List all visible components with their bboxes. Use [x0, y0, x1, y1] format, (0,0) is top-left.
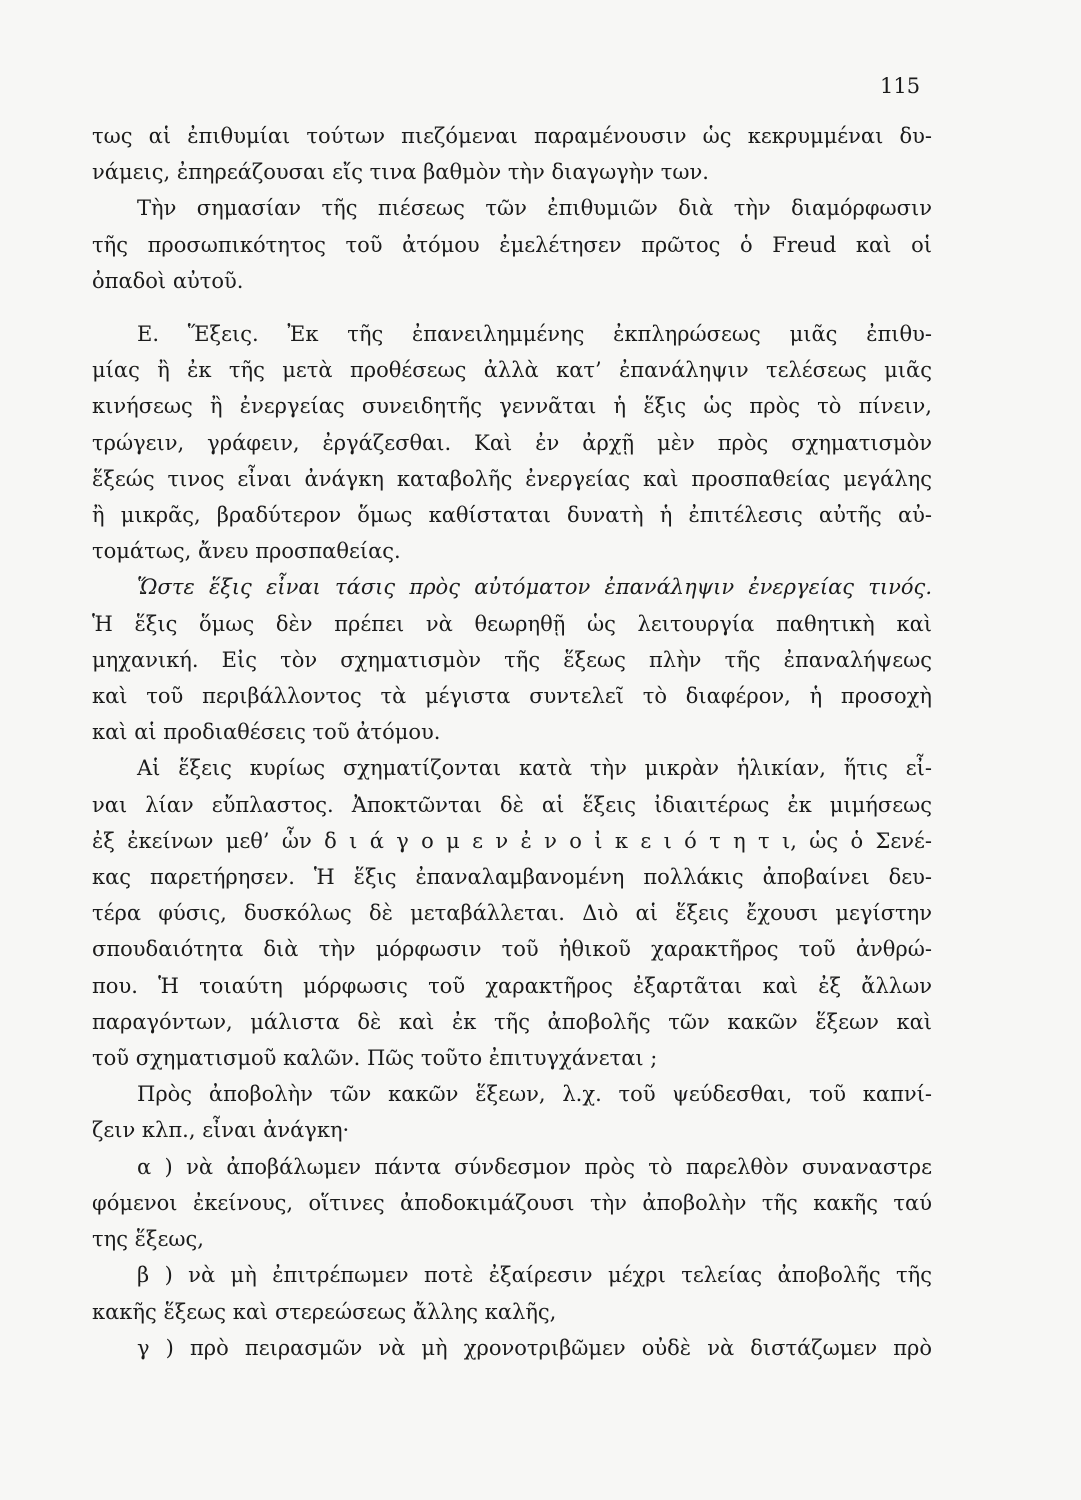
definition-line: Ὥστε ἕξις εἶναι τάσις πρὸς αὐτόματον ἐπανάληψιν ἐνεργείας τινός.: [137, 575, 932, 600]
text-line: κακῆς ἕξεως καὶ στερεώσεως ἄλλης καλῆς,: [92, 1299, 557, 1324]
text-line: τομάτως, ἄνευ προσπαθείας.: [92, 539, 401, 564]
text-line: Πρὸς ἀποβολὴν τῶν κακῶν ἕξεων, λ.χ. τοῦ ψεύδεσθαι, τοῦ καπνί-: [137, 1082, 932, 1107]
text-line: της ἕξεως,: [92, 1227, 204, 1252]
text-line: Ἡ ἕξις ὅμως δὲν πρέπει νὰ θεωρηθῇ ὡς λειτουργία παθητικὴ καὶ: [92, 611, 932, 636]
text-line: καὶ τοῦ περιβάλλοντος τὰ μέγιστα συντελεῖ τὸ διαφέρον, ἡ προσοχὴ: [92, 684, 932, 709]
text-line: που. Ἡ τοιαύτη μόρφωσις τοῦ χαρακτῆρος ἐξαρτᾶται καὶ ἐξ ἄλλων: [92, 973, 932, 998]
text-line: νάμεις, ἐπηρεάζουσαι εἴς τινα βαθμὸν τὴν διαγωγὴν των.: [92, 160, 709, 185]
text-line: ἢ μικρᾶς, βραδύτερον ὅμως καθίσταται δυνατὴ ἡ ἐπιτέλεσις αὐτῆς αὐ-: [92, 503, 932, 528]
list-item-a: α ) νὰ ἀποβάλωμεν πάντα σύνδεσμον πρὸς τὸ παρελθὸν συναναστρε: [137, 1154, 932, 1179]
text-line: τως αἱ ἐπιθυμίαι τούτων πιεζόμεναι παραμένουσιν ὡς κεκρυμμέναι δυ-: [92, 124, 932, 148]
section-heading-line: Ε. Ἕξεις. Ἐκ τῆς ἐπανειλημμένης ἐκπληρώσεως μιᾶς ἐπιθυ-: [137, 322, 932, 347]
page-number: 115: [880, 74, 921, 98]
text-line: τέρα φύσις, δυσκόλως δὲ μεταβάλλεται. Διὸ αἱ ἕξεις ἔχουσι μεγίστην: [92, 901, 932, 926]
text-line: κας παρετήρησεν. Ἡ ἕξις ἐπαναλαμβανομένη πολλάκις ἀποβαίνει δευ-: [92, 865, 932, 890]
text-line: φόμενοι ἐκείνους, οἵτινες ἀποδοκιμάζουσι τὴν ἀποβολὴν τῆς κακῆς ταύ: [92, 1190, 932, 1215]
text-line: καὶ αἱ προδιαθέσεις τοῦ ἀτόμου.: [92, 720, 441, 745]
text-line: τοῦ σχηματισμοῦ καλῶν. Πῶς τοῦτο ἐπιτυγχάνεται ;: [92, 1046, 658, 1071]
text-line: μίας ἢ ἐκ τῆς μετὰ προθέσεως ἀλλὰ κατ’ ἐπανάληψιν τελέσεως μιᾶς: [92, 358, 932, 383]
text-line: παραγόντων, μάλιστα δὲ καὶ ἐκ τῆς ἀποβολῆς τῶν κακῶν ἕξεων καὶ: [92, 1009, 932, 1034]
text-line: σπουδαιότητα διὰ τὴν μόρφωσιν τοῦ ἠθικοῦ χαρακτῆρος τοῦ ἀνθρώ-: [92, 937, 932, 962]
text-line: ἕξεώς τινος εἶναι ἀνάγκη καταβολῆς ἐνεργείας καὶ προσπαθείας μεγάλης: [92, 466, 932, 491]
text-line: Τὴν σημασίαν τῆς πιέσεως τῶν ἐπιθυμιῶν διὰ τὴν διαμόρφωσιν: [137, 196, 932, 221]
text-line: κινήσεως ἢ ἐνεργείας συνειδητῆς γεννᾶται ἡ ἕξις ὡς πρὸς τὸ πίνειν,: [92, 394, 932, 419]
text-line: Αἱ ἕξεις κυρίως σχηματίζονται κατὰ τὴν μικρὰν ἡλικίαν, ἥτις εἶ-: [137, 756, 932, 781]
text-line: ἐξ ἐκείνων μεθ’ ὧν δ ι ά γ ο μ ε ν ἐ ν ο ἰ κ ε ι ό τ η τ ι, ὡς ὁ Σενέ-: [92, 828, 932, 853]
text-line: ὀπαδοὶ αὐτοῦ.: [92, 268, 244, 293]
text-line: ναι λίαν εὔπλαστος. Ἀποκτῶνται δὲ αἱ ἕξεις ἰδιαιτέρως ἐκ μιμήσεως: [92, 792, 932, 817]
text-line: τρώγειν, γράφειν, ἐργάζεσθαι. Καὶ ἐν ἀρχῇ μὲν πρὸς σχηματισμὸν: [92, 430, 932, 455]
list-item-b: β ) νὰ μὴ ἐπιτρέπωμεν ποτὲ ἐξαίρεσιν μέχρι τελείας ἀποβολῆς τῆς: [137, 1263, 932, 1288]
body-text: [92, 118, 932, 1366]
text-line: μηχανική. Εἰς τὸν σχηματισμὸν τῆς ἕξεως πλὴν τῆς ἐπαναλήψεως: [92, 647, 932, 672]
list-item-c: γ ) πρὸ πειρασμῶν νὰ μὴ χρονοτριβῶμεν οὐδὲ νὰ διστάζωμεν πρὸ: [137, 1335, 932, 1360]
text-line: τῆς προσωπικότητος τοῦ ἀτόμου ἐμελέτησεν πρῶτος ὁ Freud καὶ οἱ: [92, 232, 932, 257]
text-line: ζειν κλπ., εἶναι ἀνάγκη·: [92, 1118, 350, 1143]
